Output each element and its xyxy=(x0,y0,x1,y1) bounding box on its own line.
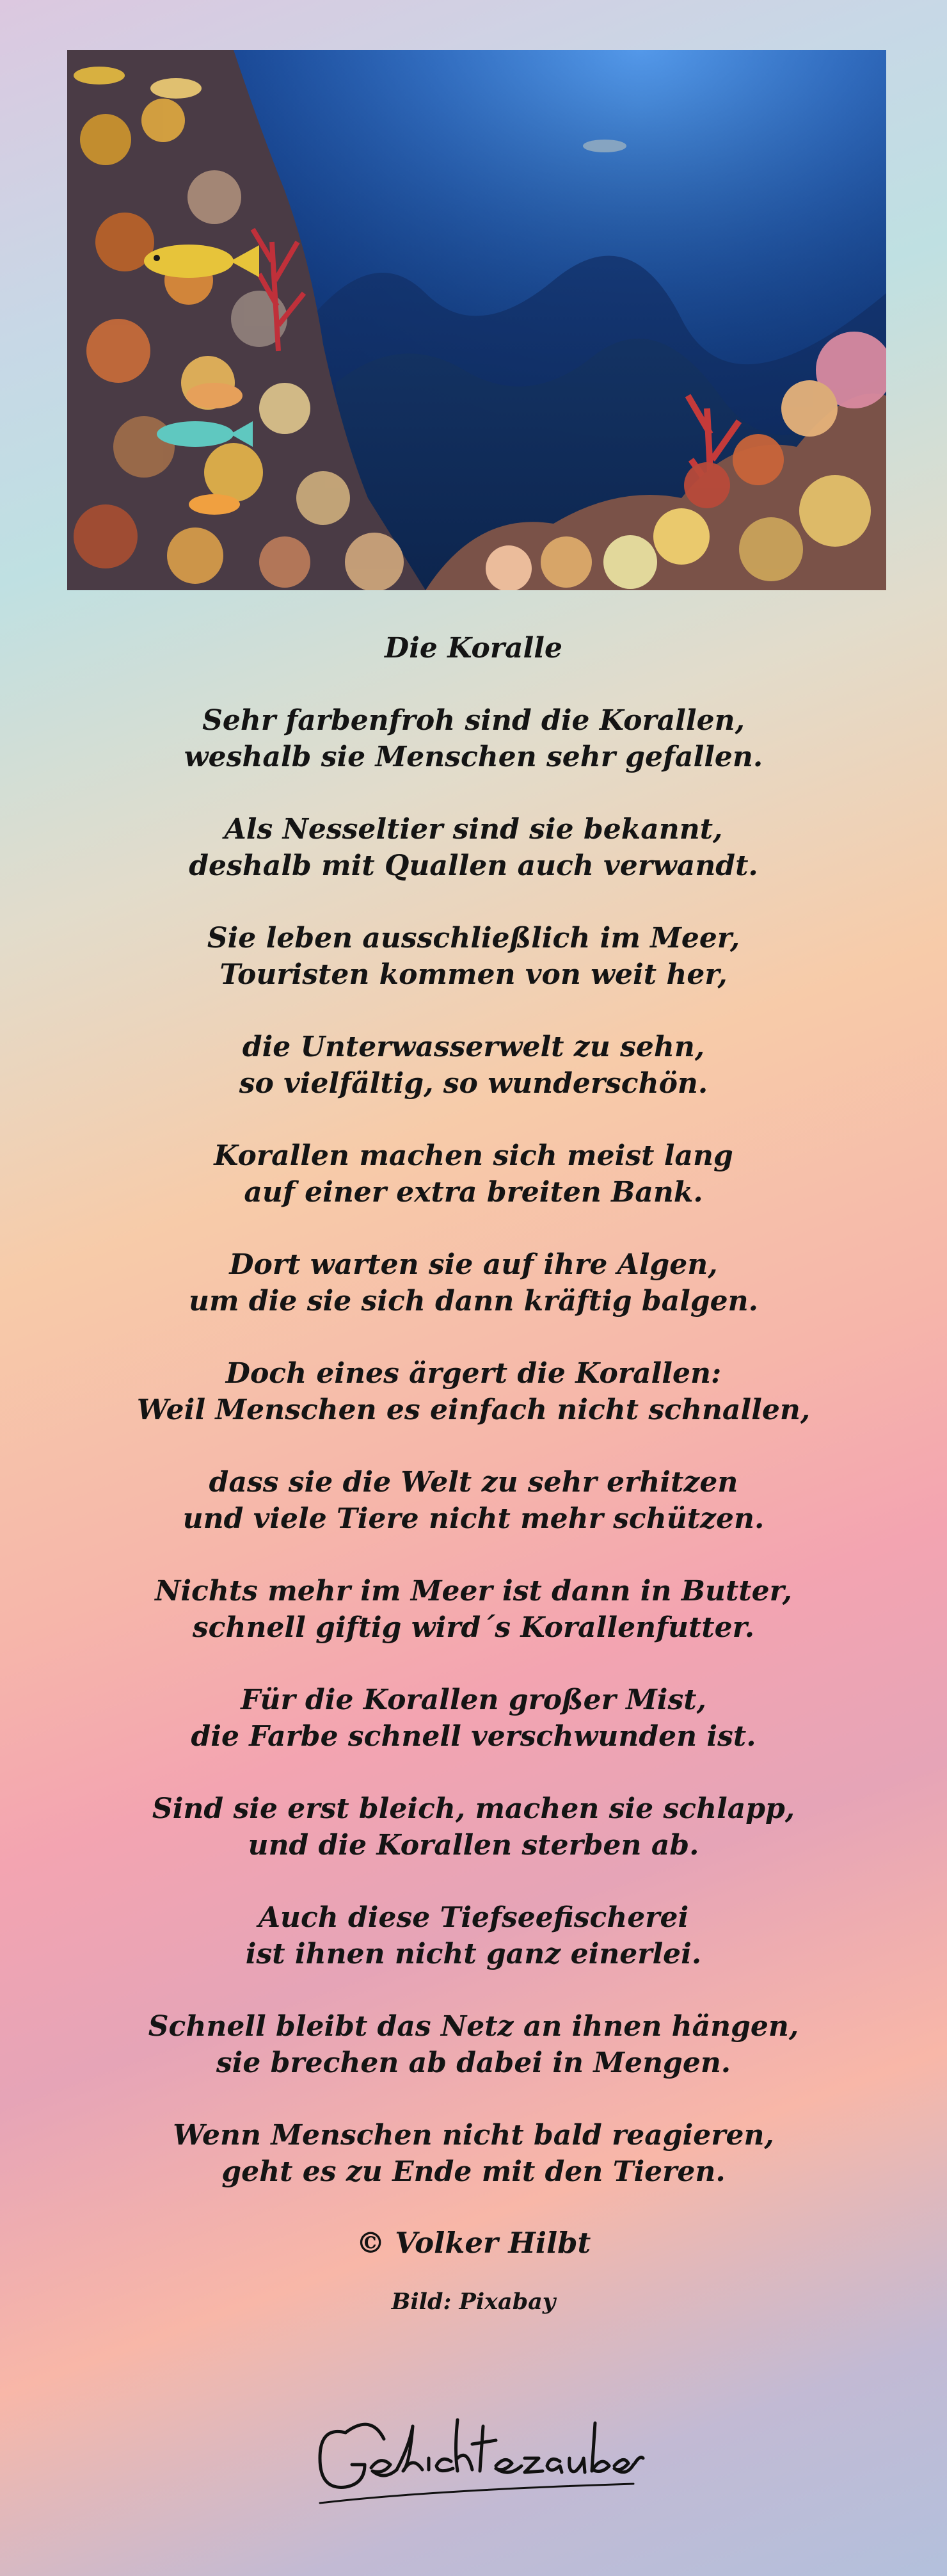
poem-line: Doch eines ärgert die Korallen: xyxy=(225,1357,722,1390)
coral-reef-illustration xyxy=(67,50,886,590)
poem-stanza xyxy=(0,1791,947,1864)
poem-title: Die Koralle xyxy=(385,632,562,664)
poem-line: Dort warten sie auf ihre Algen, xyxy=(229,1248,718,1281)
poem-line: die Farbe schnell verschwunden ist. xyxy=(191,1720,756,1753)
poem-line: weshalb sie Menschen sehr gefallen. xyxy=(184,741,763,773)
poem-line: sie brechen ab dabei in Mengen. xyxy=(216,2047,731,2079)
poem-line: und die Korallen sterben ab. xyxy=(248,1829,699,1862)
poem-stanza xyxy=(0,2008,947,2081)
poem-line: geht es zu Ende mit den Tieren. xyxy=(221,2155,726,2188)
poem-line: Für die Korallen großer Mist, xyxy=(241,1684,706,1716)
coral-reef-photo xyxy=(67,50,886,590)
poem xyxy=(0,631,947,2317)
poem-line: Wenn Menschen nicht bald reagieren, xyxy=(173,2119,774,2152)
copyright-author: © Volker Hilbt xyxy=(356,2226,591,2260)
poem-stanza xyxy=(0,1464,947,1537)
poem-line: Nichts mehr im Meer ist dann in Butter, xyxy=(155,1575,792,1607)
gedichtezauber-signature-logo xyxy=(301,2394,646,2522)
poem-line: so vielfältig, so wunderschön. xyxy=(239,1067,708,1100)
poem-line: Auch diese Tiefseefischerei xyxy=(258,1901,689,1934)
poem-line: um die sie sich dann kräftig balgen. xyxy=(189,1285,758,1317)
poem-stanza xyxy=(0,920,947,993)
poem-line: Touristen kommen von weit her, xyxy=(219,958,728,991)
poem-line: Sehr farbenfroh sind die Korallen, xyxy=(202,704,745,737)
poem-line: schnell giftig wird´s Korallenfutter. xyxy=(192,1611,755,1644)
poem-stanza xyxy=(0,1682,947,1755)
poem-stanza xyxy=(0,1138,947,1211)
poem-stanza xyxy=(0,1899,947,1972)
poem-line: und viele Tiere nicht mehr schützen. xyxy=(182,1502,765,1535)
poem-line: deshalb mit Quallen auch verwandt. xyxy=(189,849,758,882)
poem-stanza xyxy=(0,1573,947,1646)
image-credit: Bild: Pixabay xyxy=(391,2289,556,2315)
poem-line: Schnell bleibt das Netz an ihnen hängen, xyxy=(148,2010,799,2043)
poem-stanza xyxy=(0,1355,947,1428)
poem-line: Sie leben ausschließlich im Meer, xyxy=(207,922,740,954)
signature-logo-svg xyxy=(301,2394,646,2522)
poem-stanza xyxy=(0,1246,947,1319)
poem-stanza xyxy=(0,811,947,884)
poem-line: Weil Menschen es einfach nicht schnallen, xyxy=(136,1394,811,1426)
poem-line: Korallen machen sich meist lang xyxy=(214,1139,733,1172)
poem-stanza xyxy=(0,702,947,775)
poem-stanza xyxy=(0,1029,947,1102)
poem-line: die Unterwasserwelt zu sehn, xyxy=(242,1031,705,1063)
poem-line: Sind sie erst bleich, machen sie schlapp, xyxy=(152,1792,795,1825)
poem-line: Als Nesseltier sind sie bekannt, xyxy=(224,813,723,846)
poem-line: auf einer extra breiten Bank. xyxy=(244,1176,703,1209)
poem-stanza xyxy=(0,2117,947,2190)
poem-line: dass sie die Welt zu sehr erhitzen xyxy=(209,1466,738,1499)
poem-line: ist ihnen nicht ganz einerlei. xyxy=(245,1938,702,1970)
